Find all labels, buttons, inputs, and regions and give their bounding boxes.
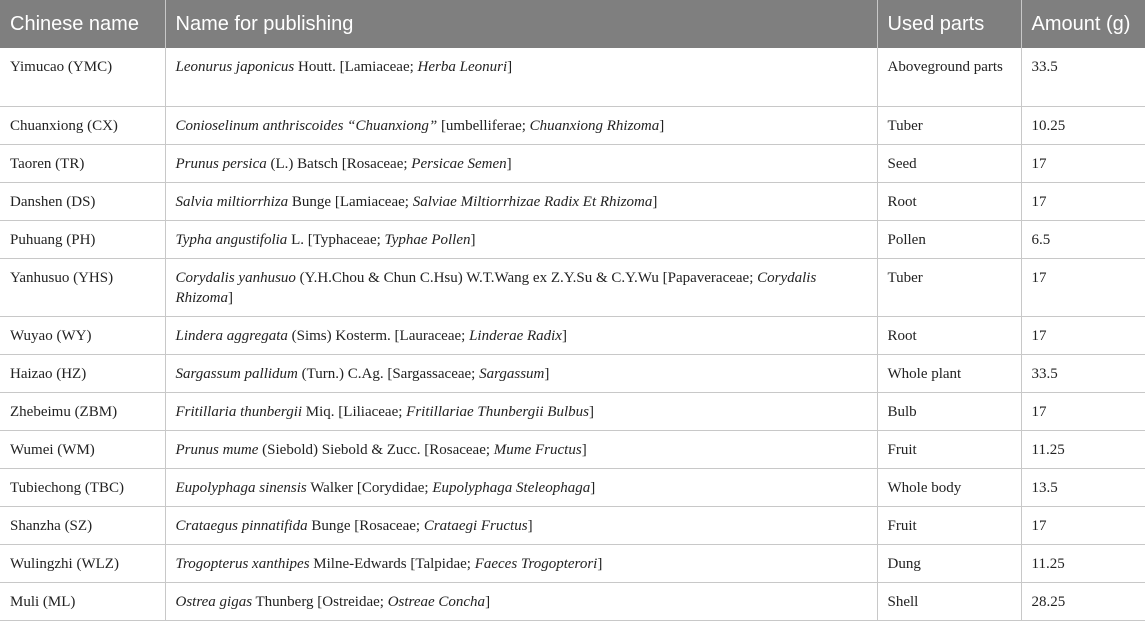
authority-family: (L.) Batsch [Rosaceae; xyxy=(266,155,412,172)
species-name: Leonurus japonicus xyxy=(175,59,295,75)
closing-bracket: ] xyxy=(485,593,491,610)
table-row xyxy=(0,582,1145,620)
table-body xyxy=(0,48,1145,620)
cell-name-for-publishing xyxy=(165,544,877,582)
species-name: Salvia miltiorrhiza xyxy=(175,193,289,210)
drug-name: Eupolyphaga Steleophaga xyxy=(432,479,591,496)
cell-name-for-publishing xyxy=(165,48,877,106)
cell-amount: 28.25 xyxy=(1021,582,1145,620)
header-used-parts: Used parts xyxy=(877,0,1021,48)
cell-name-for-publishing xyxy=(165,106,877,144)
cell-chinese-name: Tubiechong (TBC) xyxy=(0,468,165,506)
cell-name-for-publishing xyxy=(165,506,877,544)
cell-name-for-publishing xyxy=(165,392,877,430)
species-name: Lindera aggregata xyxy=(175,327,288,344)
cell-name-for-publishing xyxy=(165,258,877,316)
cell-used-parts: Fruit xyxy=(877,430,1021,468)
cell-name-for-publishing xyxy=(165,220,877,258)
authority-family: Bunge [Rosaceae; xyxy=(307,517,424,534)
cell-used-parts: Aboveground parts xyxy=(877,48,1021,106)
species-name: Trogopterus xanthipes xyxy=(175,555,310,572)
closing-bracket: ] xyxy=(588,403,594,420)
header-chinese-name: Chinese name xyxy=(10,12,139,35)
table-row xyxy=(0,182,1145,220)
closing-bracket: ] xyxy=(652,193,658,210)
cell-amount: 33.5 xyxy=(1021,48,1145,106)
cell-chinese-name: Zhebeimu (ZBM) xyxy=(0,392,165,430)
closing-bracket: ] xyxy=(597,555,603,572)
table-row xyxy=(0,430,1145,468)
drug-name: Chuanxiong Rhizoma xyxy=(529,117,660,134)
table-row xyxy=(0,392,1145,430)
table-row xyxy=(0,506,1145,544)
cell-chinese-name: Muli (ML) xyxy=(0,582,165,620)
drug-name: Sargassum xyxy=(479,365,545,382)
species-name: Corydalis yanhusuo xyxy=(175,269,296,286)
drug-name: Linderae Radix xyxy=(469,327,562,344)
species-name: Eupolyphaga sinensis xyxy=(175,479,307,496)
table-row xyxy=(0,258,1145,316)
cell-chinese-name: Wumei (WM) xyxy=(0,430,165,468)
authority-family: [umbelliferae; xyxy=(437,117,530,134)
cell-name-for-publishing xyxy=(165,354,877,392)
cell-amount: 33.5 xyxy=(1021,354,1145,392)
cell-amount: 17 xyxy=(1021,182,1145,220)
authority-family: L. [Typhaceae; xyxy=(287,231,385,248)
cell-used-parts: Root xyxy=(877,182,1021,220)
cell-chinese-name: Wuyao (WY) xyxy=(0,316,165,354)
cell-used-parts: Root xyxy=(877,316,1021,354)
cell-used-parts: Pollen xyxy=(877,220,1021,258)
drug-name: Salviae Miltiorrhizae Radix Et Rhizoma xyxy=(412,193,653,210)
cell-amount: 17 xyxy=(1021,258,1145,316)
authority-family: Miq. [Liliaceae; xyxy=(302,403,407,420)
closing-bracket: ] xyxy=(470,231,476,248)
cell-used-parts: Seed xyxy=(877,144,1021,182)
cell-amount: 10.25 xyxy=(1021,106,1145,144)
header-row xyxy=(0,0,1145,48)
cell-used-parts: Bulb xyxy=(877,392,1021,430)
drug-name: Fritillariae Thunbergii Bulbus xyxy=(406,403,589,420)
authority-family: (Turn.) C.Ag. [Sargassaceae; xyxy=(297,365,480,382)
cell-amount: 17 xyxy=(1021,392,1145,430)
cell-chinese-name: Chuanxiong (CX) xyxy=(0,106,165,144)
closing-bracket: ] xyxy=(507,59,513,75)
authority-family: Houtt. [Lamiaceae; xyxy=(294,59,418,75)
cell-name-for-publishing xyxy=(165,316,877,354)
table-row xyxy=(0,316,1145,354)
cell-used-parts: Whole plant xyxy=(877,354,1021,392)
cell-chinese-name: Yimucao (YMC) xyxy=(0,48,165,106)
species-name: Ostrea gigas xyxy=(175,593,253,610)
cell-used-parts: Dung xyxy=(877,544,1021,582)
drug-name: Persicae Semen xyxy=(411,155,507,172)
species-name: Prunus mume xyxy=(175,441,259,458)
cell-amount: 17 xyxy=(1021,316,1145,354)
cell-chinese-name: Puhuang (PH) xyxy=(0,220,165,258)
authority-family: Milne-Edwards [Talpidae; xyxy=(309,555,475,572)
drug-name: Corydalis Rhizoma xyxy=(175,269,817,306)
table-row xyxy=(0,354,1145,392)
authority-family: Walker [Corydidae; xyxy=(306,479,433,496)
table-row xyxy=(0,468,1145,506)
cell-name-for-publishing xyxy=(165,468,877,506)
cell-used-parts: Tuber xyxy=(877,258,1021,316)
cell-used-parts: Tuber xyxy=(877,106,1021,144)
cell-chinese-name: Taoren (TR) xyxy=(0,144,165,182)
table-row xyxy=(0,144,1145,182)
closing-bracket: ] xyxy=(228,289,233,306)
cell-chinese-name: Danshen (DS) xyxy=(0,182,165,220)
closing-bracket: ] xyxy=(659,117,665,134)
drug-name: Ostreae Concha xyxy=(387,593,486,610)
closing-bracket: ] xyxy=(506,155,512,172)
cell-name-for-publishing xyxy=(165,430,877,468)
cell-chinese-name: Shanzha (SZ) xyxy=(0,506,165,544)
authority-family: Bunge [Lamiaceae; xyxy=(288,193,413,210)
cell-chinese-name: Yanhusuo (YHS) xyxy=(0,258,165,316)
species-name: Prunus persica xyxy=(175,155,267,172)
table-row xyxy=(0,544,1145,582)
closing-bracket: ] xyxy=(527,517,533,534)
cell-used-parts: Whole body xyxy=(877,468,1021,506)
cell-amount: 17 xyxy=(1021,506,1145,544)
table-row xyxy=(0,106,1145,144)
cell-chinese-name: Wulingzhi (WLZ) xyxy=(0,544,165,582)
closing-bracket: ] xyxy=(544,365,550,382)
header-name-for-publishing: Name for publishing xyxy=(165,0,877,48)
species-name: Sargassum pallidum xyxy=(175,365,298,382)
cell-amount: 11.25 xyxy=(1021,544,1145,582)
species-name: Typha angustifolia xyxy=(175,231,288,248)
table-row xyxy=(0,220,1145,258)
species-name: Crataegus pinnatifida xyxy=(175,517,308,534)
cell-amount: 6.5 xyxy=(1021,220,1145,258)
cell-chinese-name: Haizao (HZ) xyxy=(0,354,165,392)
authority-family: (Siebold) Siebold & Zucc. [Rosaceae; xyxy=(258,441,494,458)
drug-name: Faeces Trogopterori xyxy=(474,555,598,572)
drug-name: Herba Leonuri xyxy=(417,59,508,75)
cell-amount: 17 xyxy=(1021,144,1145,182)
authority-family: (Y.H.Chou & Chun C.Hsu) W.T.Wang ex Z.Y.Su & C.Y.Wu [Papaveraceae; xyxy=(295,269,758,286)
species-name: Fritillaria thunbergii xyxy=(175,403,303,420)
drug-name: Typhae Pollen xyxy=(384,231,471,248)
cell-used-parts: Fruit xyxy=(877,506,1021,544)
header-amount: Amount (g) xyxy=(1021,0,1145,48)
closing-bracket: ] xyxy=(581,441,587,458)
drug-name: Mume Fructus xyxy=(493,441,582,458)
cell-amount: 13.5 xyxy=(1021,468,1145,506)
table-row xyxy=(0,48,1145,106)
cell-name-for-publishing xyxy=(165,582,877,620)
authority-family: (Sims) Kosterm. [Lauraceae; xyxy=(287,327,470,344)
authority-family: Thunberg [Ostreidae; xyxy=(252,593,388,610)
cell-name-for-publishing xyxy=(165,182,877,220)
cell-amount: 11.25 xyxy=(1021,430,1145,468)
drug-name: Crataegi Fructus xyxy=(423,517,528,534)
species-name: Conioselinum anthriscoides “Chuanxiong” xyxy=(175,117,438,134)
cell-used-parts: Shell xyxy=(877,582,1021,620)
cell-name-for-publishing xyxy=(165,144,877,182)
closing-bracket: ] xyxy=(590,479,596,496)
closing-bracket: ] xyxy=(561,327,567,344)
